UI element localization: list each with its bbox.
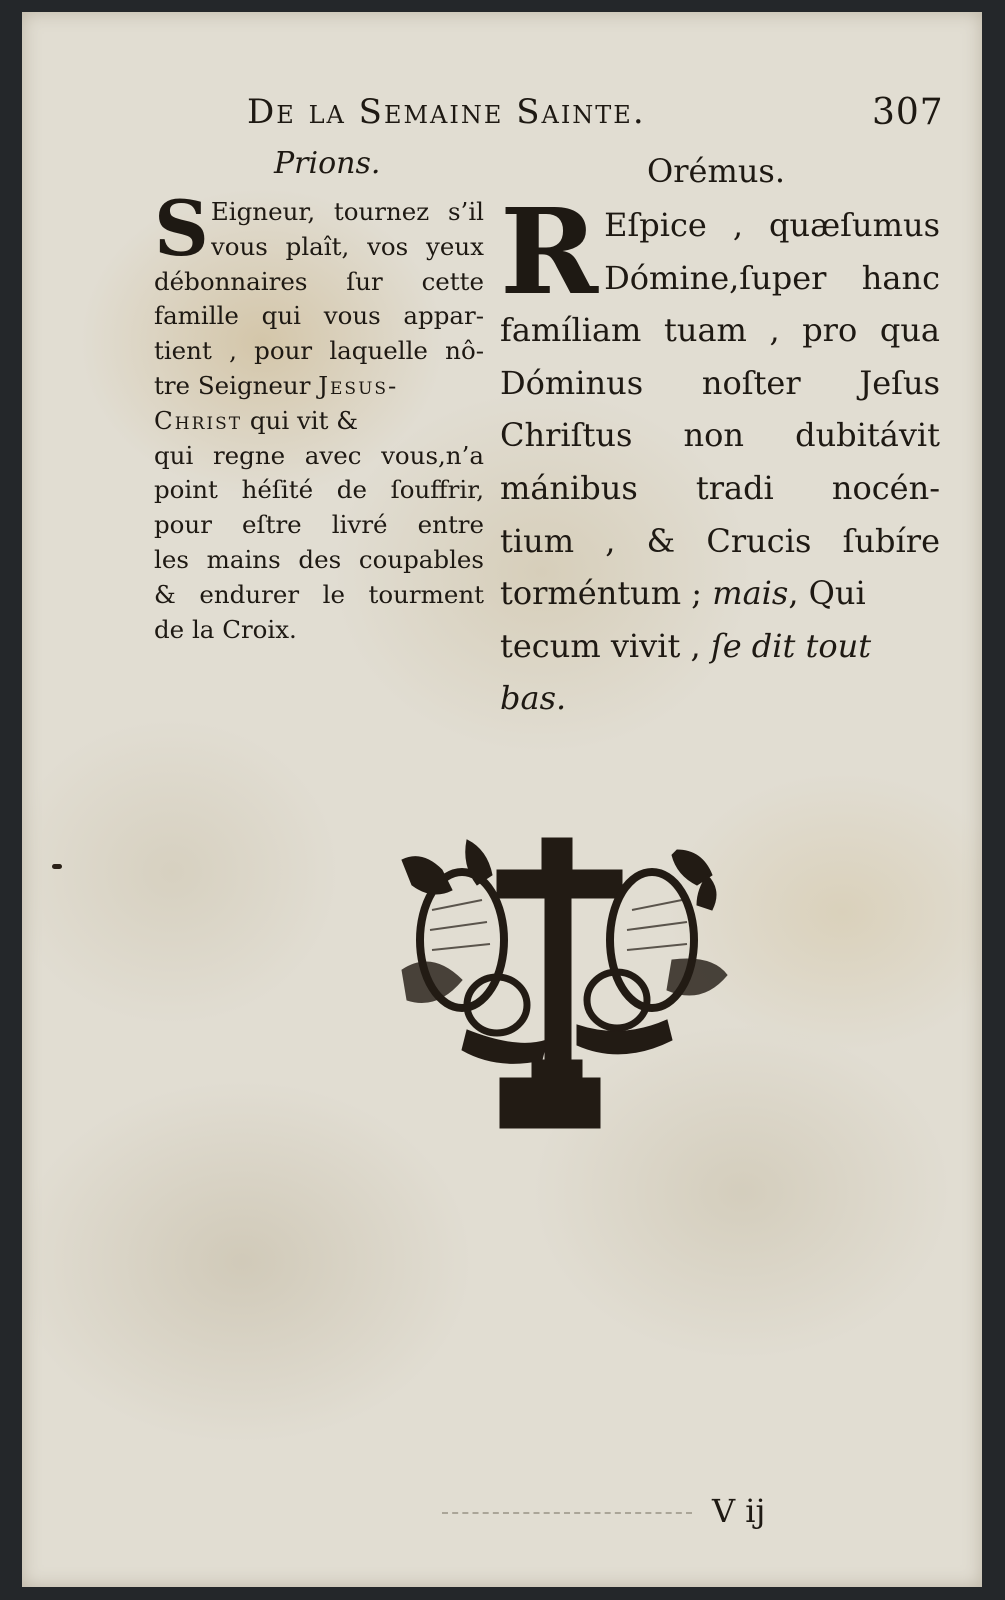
- rubric-mais: mais: [712, 574, 789, 613]
- text-line: & endurer le tourment: [154, 579, 484, 609]
- signature-mark: V ij: [712, 1492, 766, 1530]
- text-line: débonnaires ſur cette: [154, 266, 484, 296]
- text-line: pour eſtre livré entre: [154, 510, 484, 540]
- text-line: mánibus tradi nocén-: [500, 468, 940, 507]
- text-line: tium , & Crucis ſubíre: [500, 521, 940, 560]
- latin-column-title: Orémus.: [647, 152, 786, 190]
- text-fragment: torméntum ;: [500, 574, 713, 613]
- text-fragment: tre Seigneur: [154, 370, 319, 400]
- name-christ: Christ: [154, 405, 243, 435]
- woodcut-cross-cherubs-icon: [382, 830, 732, 1130]
- text-line: [500, 567, 940, 620]
- text-fragment: tecum vivit ,: [500, 626, 711, 665]
- text-line: les mains des coupables: [154, 544, 484, 574]
- text-line: [500, 620, 940, 673]
- text-line: Eigneur, tournez s’il: [210, 197, 484, 226]
- page-number: 307: [872, 92, 944, 133]
- french-column-title: Prions.: [274, 146, 381, 181]
- french-drop-cap: S: [154, 184, 209, 273]
- text-line: qui regne avec vous,n’a: [154, 440, 484, 470]
- rubric-text: ſe dit tout: [710, 626, 872, 665]
- text-line: de la Croix.: [154, 614, 297, 644]
- text-line: Eſpice , quæſumus: [604, 206, 940, 244]
- text-line: famille qui vous appar-: [154, 301, 484, 331]
- text-line: famíliam tuam , pro qua: [500, 311, 940, 350]
- running-title: De la Semaine Sainte.: [247, 92, 646, 132]
- text-line: bas.: [500, 679, 567, 718]
- text-line: [154, 404, 484, 439]
- worn-rule-line: [442, 1512, 692, 1514]
- text-line: [154, 369, 484, 404]
- ink-speck: [52, 864, 62, 869]
- name-jesus: Jesus-: [318, 370, 399, 400]
- text-line: tient , pour laquelle nô-: [154, 336, 484, 366]
- text-line: Dóminus noſter Jeſus: [500, 363, 940, 402]
- text-fragment: , Qui: [788, 574, 866, 613]
- text-line: Dómine,ſuper hanc: [604, 258, 940, 297]
- french-prayer-text: [154, 184, 484, 647]
- book-page: [22, 12, 982, 1587]
- latin-drop-cap: R: [500, 182, 599, 321]
- text-line: vous plaît, vos yeux: [210, 231, 484, 261]
- text-fragment: qui vit &: [242, 405, 359, 435]
- text-line: Chriſtus non dubitávit: [500, 416, 940, 455]
- latin-prayer-text: [500, 182, 940, 725]
- text-line: point héſité de ſouffrir,: [154, 475, 484, 505]
